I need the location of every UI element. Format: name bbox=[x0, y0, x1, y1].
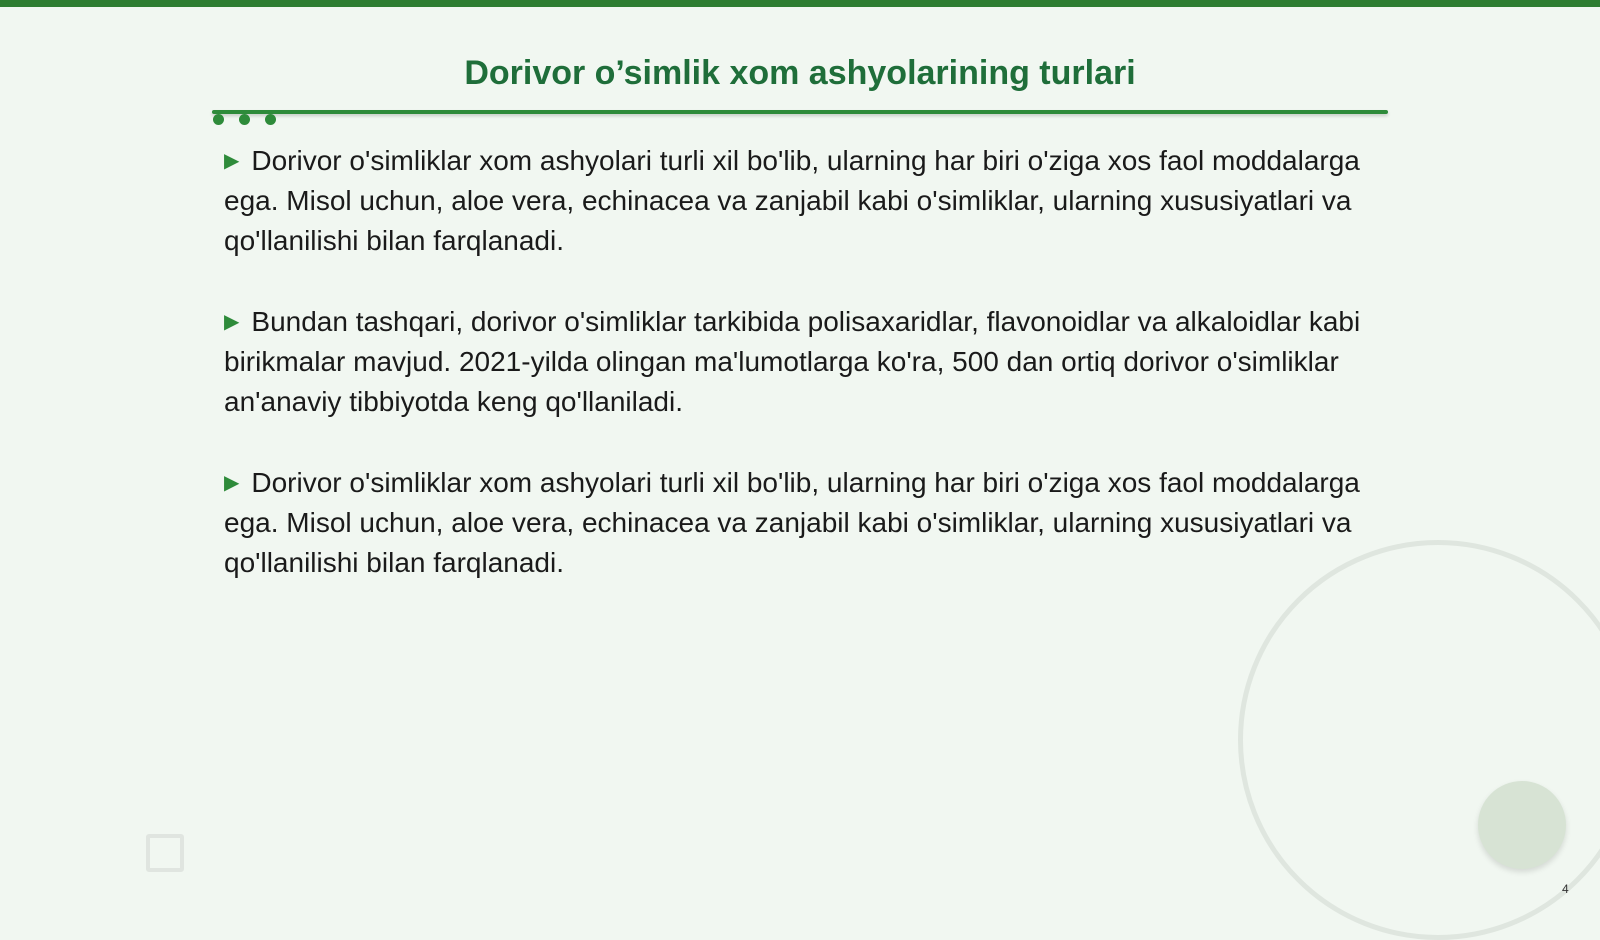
paragraph-text: Bundan tashqari, dorivor o'simliklar tarkibida polisaxaridlar, flavonoidlar va alkaloidlar kabi birikmalar mavjud. 2021-yilda olingan ma'lumotlarga ko'ra, 500 dan ortiq dorivor o'simliklar an'anaviy tibbiyotda keng qo'llaniladi. bbox=[224, 306, 1361, 417]
decor-dot bbox=[239, 114, 250, 125]
paragraph-text: Dorivor o'simliklar xom ashyolari turli xil bo'lib, ularning har biri o'ziga xos faol moddalarga ega. Misol uchun, aloe vera, echinacea va zanjabil kabi o'simliklar, ularning xususiyatlari va qo'llanilishi bilan farqlanadi. bbox=[224, 145, 1360, 256]
decor-circle bbox=[1478, 781, 1566, 869]
slide-body bbox=[224, 141, 1364, 624]
slide-title: Dorivor o’simlik xom ashyolarining turlari bbox=[464, 54, 1136, 92]
bullet-paragraph-3 bbox=[224, 463, 1364, 583]
decor-dot bbox=[265, 114, 276, 125]
title-underline bbox=[212, 110, 1388, 114]
bullet-triangle-icon: ▶ bbox=[224, 311, 240, 333]
bullet-triangle-icon: ▶ bbox=[224, 472, 240, 494]
decor-square bbox=[146, 834, 184, 872]
page-number: 4 bbox=[1562, 882, 1569, 896]
paragraph-text: Dorivor o'simliklar xom ashyolari turli xil bo'lib, ularning har biri o'ziga xos faol moddalarga ega. Misol uchun, aloe vera, echinacea va zanjabil kabi o'simliklar, ularning xususiyatlari va qo'llanilishi bilan farqlanadi. bbox=[224, 467, 1360, 578]
bullet-triangle-icon: ▶ bbox=[224, 150, 240, 172]
bullet-paragraph-1 bbox=[224, 141, 1364, 261]
bullet-paragraph-2 bbox=[224, 302, 1364, 422]
top-accent-bar bbox=[0, 0, 1600, 7]
decor-dot bbox=[213, 114, 224, 125]
